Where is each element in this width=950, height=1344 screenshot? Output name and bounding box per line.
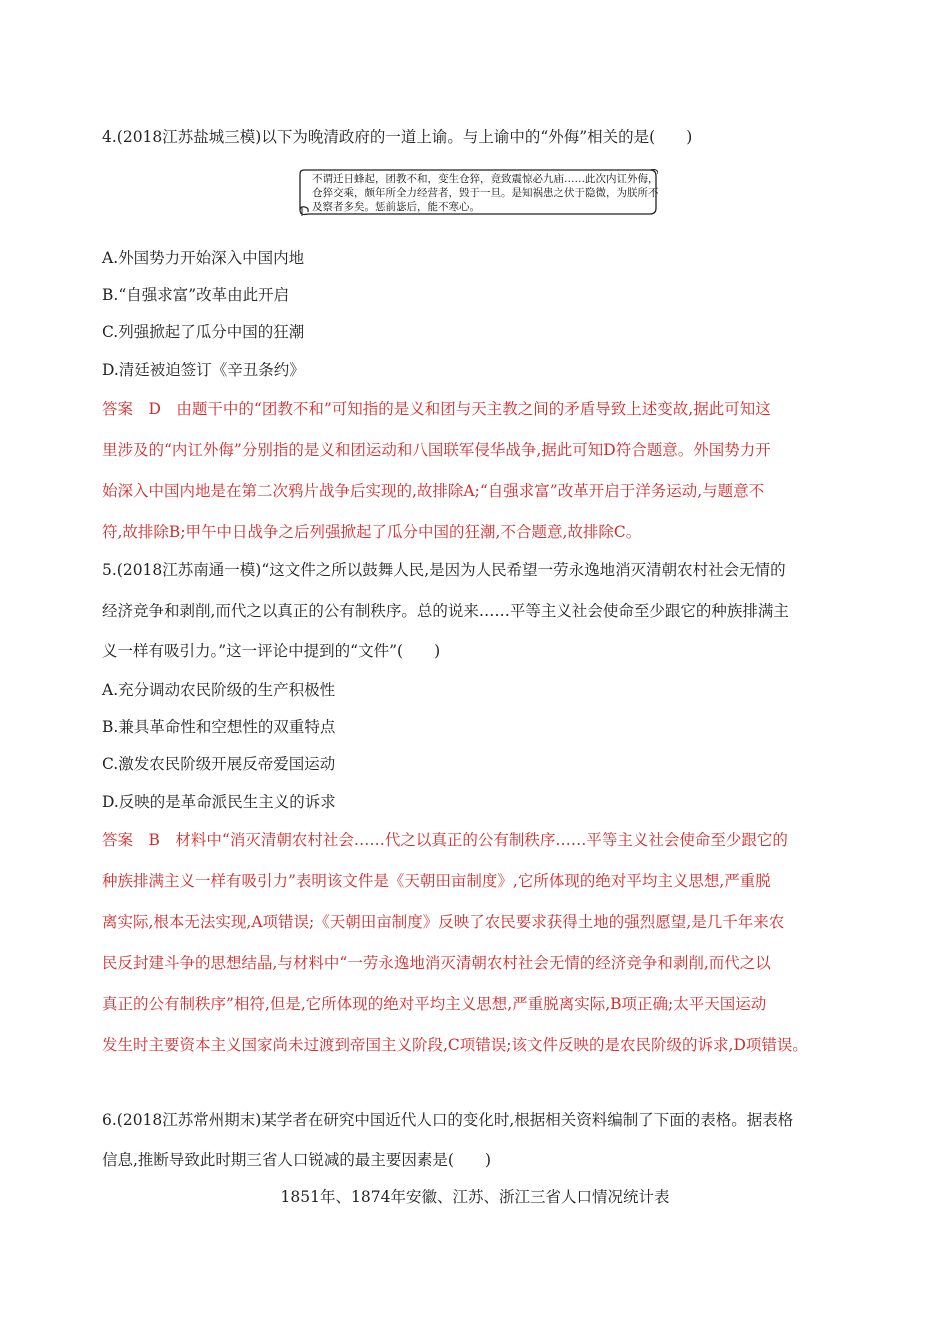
q4-answer-line: 符,故排除B;甲午中日战争之后列强掀起了瓜分中国的狂潮,不合题意,故排除C。 (102, 523, 642, 541)
q5-answer-line: 发生时主要资本主义国家尚未过渡到帝国主义阶段,C项错误;该文件反映的是农民阶级的诉求,D项错误。 (102, 1036, 808, 1054)
q5-option-d: D.反映的是革命派民生主义的诉求 (102, 793, 336, 811)
q4-answer-line: 答案 D 由题干中的“团教不和”可知指的是义和团与天主教之间的矛盾导致上述变故,据此可知这 (102, 400, 771, 418)
q6-table-title: 1851年、1874年安徽、江苏、浙江三省人口情况统计表 (280, 1188, 670, 1206)
q4-stem: 4.(2018江苏盐城三模)以下为晚清政府的一道上谕。与上谕中的“外侮”相关的是( ) (102, 128, 693, 146)
q5-answer-line: 种族排满主义一样有吸引力”表明该文件是《天朝田亩制度》,它所体现的绝对平均主义思想,严重脱 (102, 872, 771, 890)
q5-stem-line: 经济竞争和剥削,而代之以真正的公有制秩序。总的说来……平等主义社会使命至少跟它的种族排满主 (102, 602, 789, 620)
edict-line: 不谓迁日蜂起，团教不和，变生仓猝，竟致震惊必九庙……此次内讧外侮， (312, 173, 659, 185)
q5-option-c: C.激发农民阶级开展反帝爱国运动 (102, 755, 336, 773)
q4-answer-line: 里涉及的“内讧外侮”分别指的是义和团运动和八国联军侵华战争,据此可知D符合题意。外国势力开 (102, 441, 771, 459)
q5-stem-line: 义一样有吸引力。”这一评论中提到的“文件”( ) (102, 642, 441, 660)
q5-answer-line: 民反封建斗争的思想结晶,与材料中“一劳永逸地消灭清朝农村社会无情的经济竞争和剥削,而代之以 (102, 954, 771, 972)
q5-option-b: B.兼具革命性和空想性的双重特点 (102, 718, 336, 736)
q4-answer-line: 始深入中国内地是在第二次鸦片战争后实现的,故排除A;“自强求富”改革开启于洋务运动,与题意不 (102, 482, 765, 500)
q5-option-a: A.充分调动农民阶级的生产积极性 (102, 681, 336, 699)
q6-stem-line: 信息,推断导致此时期三省人口锐减的最主要因素是( ) (102, 1151, 492, 1169)
q5-answer-line: 离实际,根本无法实现,A项错误;《天朝田亩制度》反映了农民要求获得土地的强烈愿望,是几千年来农 (102, 913, 785, 931)
q4-option-c: C.列强掀起了瓜分中国的狂潮 (102, 323, 305, 341)
q5-stem-line: 5.(2018江苏南通一模)“这文件之所以鼓舞人民,是因为人民希望一劳永逸地消灭清朝农村社会无情的 (102, 561, 786, 579)
edict-scroll-image (298, 166, 658, 218)
q4-option-a: A.外国势力开始深入中国内地 (102, 249, 305, 267)
q5-answer-line: 真正的公有制秩序”相符,但是,它所体现的绝对平均主义思想,严重脱离实际,B项正确;太平天国运动 (102, 995, 767, 1013)
q4-option-b: B.“自强求富”改革由此开启 (102, 286, 290, 304)
edict-line: 仓猝交乘，颇年所全力经营者，毁于一旦。是知祸患之伏于隐微，为朕所不 (312, 187, 659, 199)
q5-answer-line: 答案 B 材料中“消灭清朝农村社会……代之以真正的公有制秩序……平等主义社会使命至少跟它的 (102, 831, 788, 849)
edict-text (312, 172, 659, 214)
q4-option-d: D.清廷被迫签订《辛丑条约》 (102, 361, 305, 379)
q6-stem-line: 6.(2018江苏常州期末)某学者在研究中国近代人口的变化时,根据相关资料编制了下面的表格。据表格 (102, 1111, 794, 1129)
edict-line: 及察者多矣。惩前毖后，能不寒心。 (312, 201, 480, 213)
